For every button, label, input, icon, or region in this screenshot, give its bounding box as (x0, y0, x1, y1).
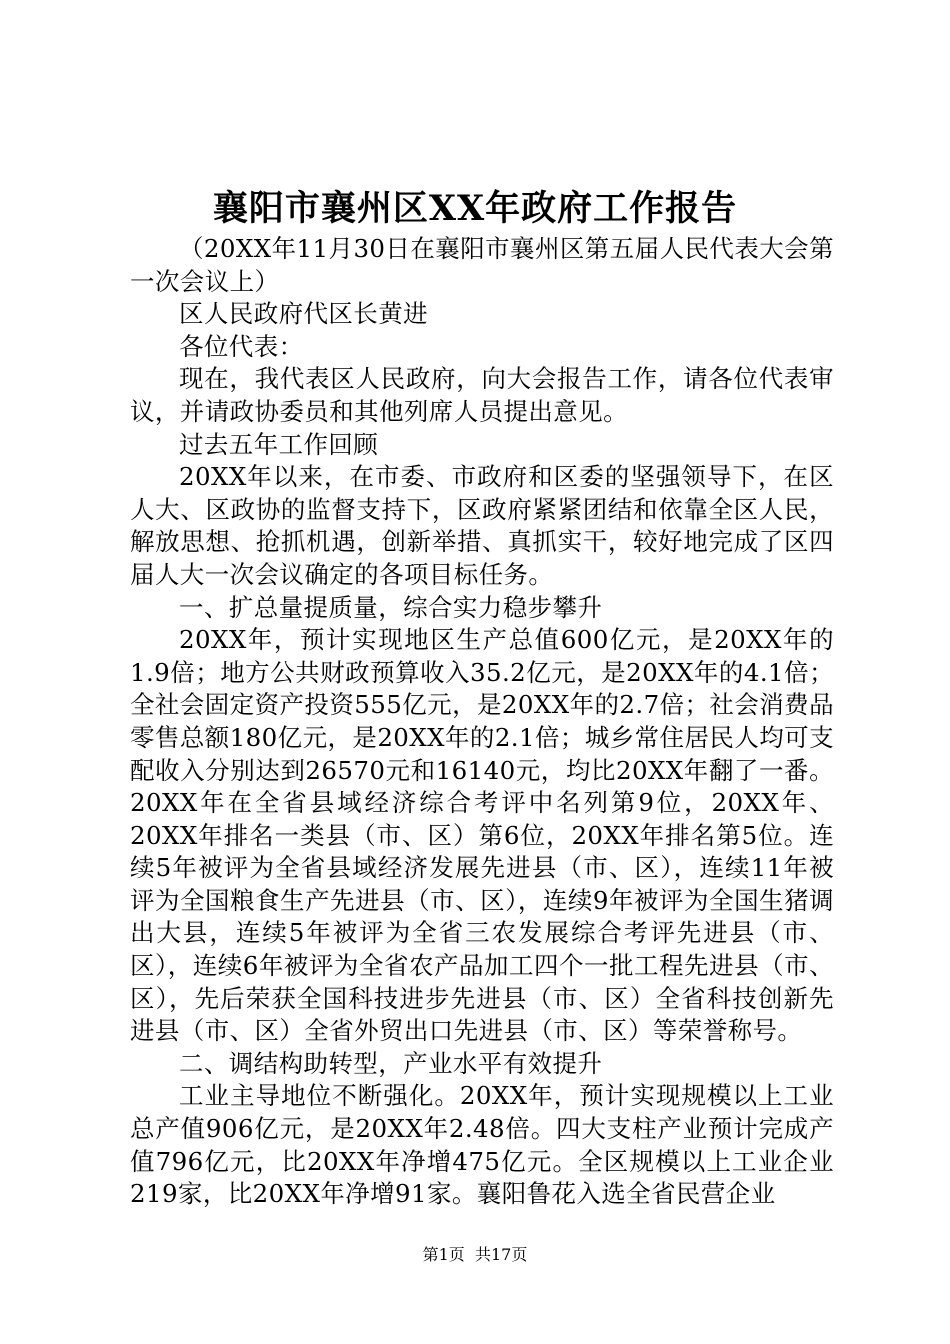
paragraph: 20XX年以来，在市委、市政府和区委的坚强领导下，在区人大、区政协的监督支持下，区政府紧紧团结和依靠全区人民，解放思想、抢抓机遇，创新举措、真抓实干，较好地完成了区四届人大一次会议确定的各项目标任务。 (130, 462, 834, 589)
subsection-heading: 一、扩总量提质量，综合实力稳步攀升 (179, 592, 603, 622)
section-heading: 过去五年工作回顾 (179, 429, 379, 459)
meeting-note: （20XX年11月30日在襄阳市襄州区第五届人民代表大会第一次会议上） (130, 234, 834, 296)
document-title: 襄阳市襄州区XX年政府工作报告 (212, 188, 738, 229)
salutation: 各位代表： (179, 331, 304, 361)
paragraph: 20XX年，预计实现地区生产总值600亿元，是20XX年的1.9倍；地方公共财政预算收入35.2亿元，是20XX年的4.1倍；全社会固定资产投资555亿元，是20XX年的2.7倍；社会消费品零售总额180亿元，是20XX年的2.1倍；城乡常住居民人均可支配收入分别达到26570元和16140元，均比20XX年翻了一番。20XX年在全省县域经济综合考评中名列第9位，20XX年、20XX年排名一类县（市、区）第6位，20XX年排名第5位。连续5年被评为全省县域经济发展先进县（市、区），连续11年被评为全国粮食生产先进县（市、区），连续9年被评为全国生猪调出大县，连续5年被评为全省三农发展综合考评先进县（市、区），连续6年被评为全省农产品加工四个一批工程先进县（市、区），先后荣获全国科技进步先进县（市、区）全省科技创新先进县（市、区）全省外贸出口先进县（市、区）等荣誉称号。 (130, 625, 834, 1046)
page-total: 共17页 (474, 1245, 528, 1264)
paragraph: 工业主导地位不断强化。20XX年，预计实现规模以上工业总产值906亿元，是20XX年2.48倍。四大支柱产业预计完成产值796亿元，比20XX年净增475亿元。全区规模以上工业企业219家，比20XX年净增91家。襄阳鲁花入选全省民营企业 (130, 1081, 834, 1209)
page-footer (0, 1244, 950, 1266)
speaker-line: 区人民政府代区长黄进 (179, 299, 428, 329)
document-body (130, 233, 834, 1211)
paragraph: 现在，我代表区人民政府，向大会报告工作，请各位代表审议，并请政协委员和其他列席人员提出意见。 (130, 364, 834, 426)
subsection-heading: 二、调结构助转型，产业水平有效提升 (179, 1048, 603, 1078)
page-number: 第1页 (422, 1245, 465, 1264)
